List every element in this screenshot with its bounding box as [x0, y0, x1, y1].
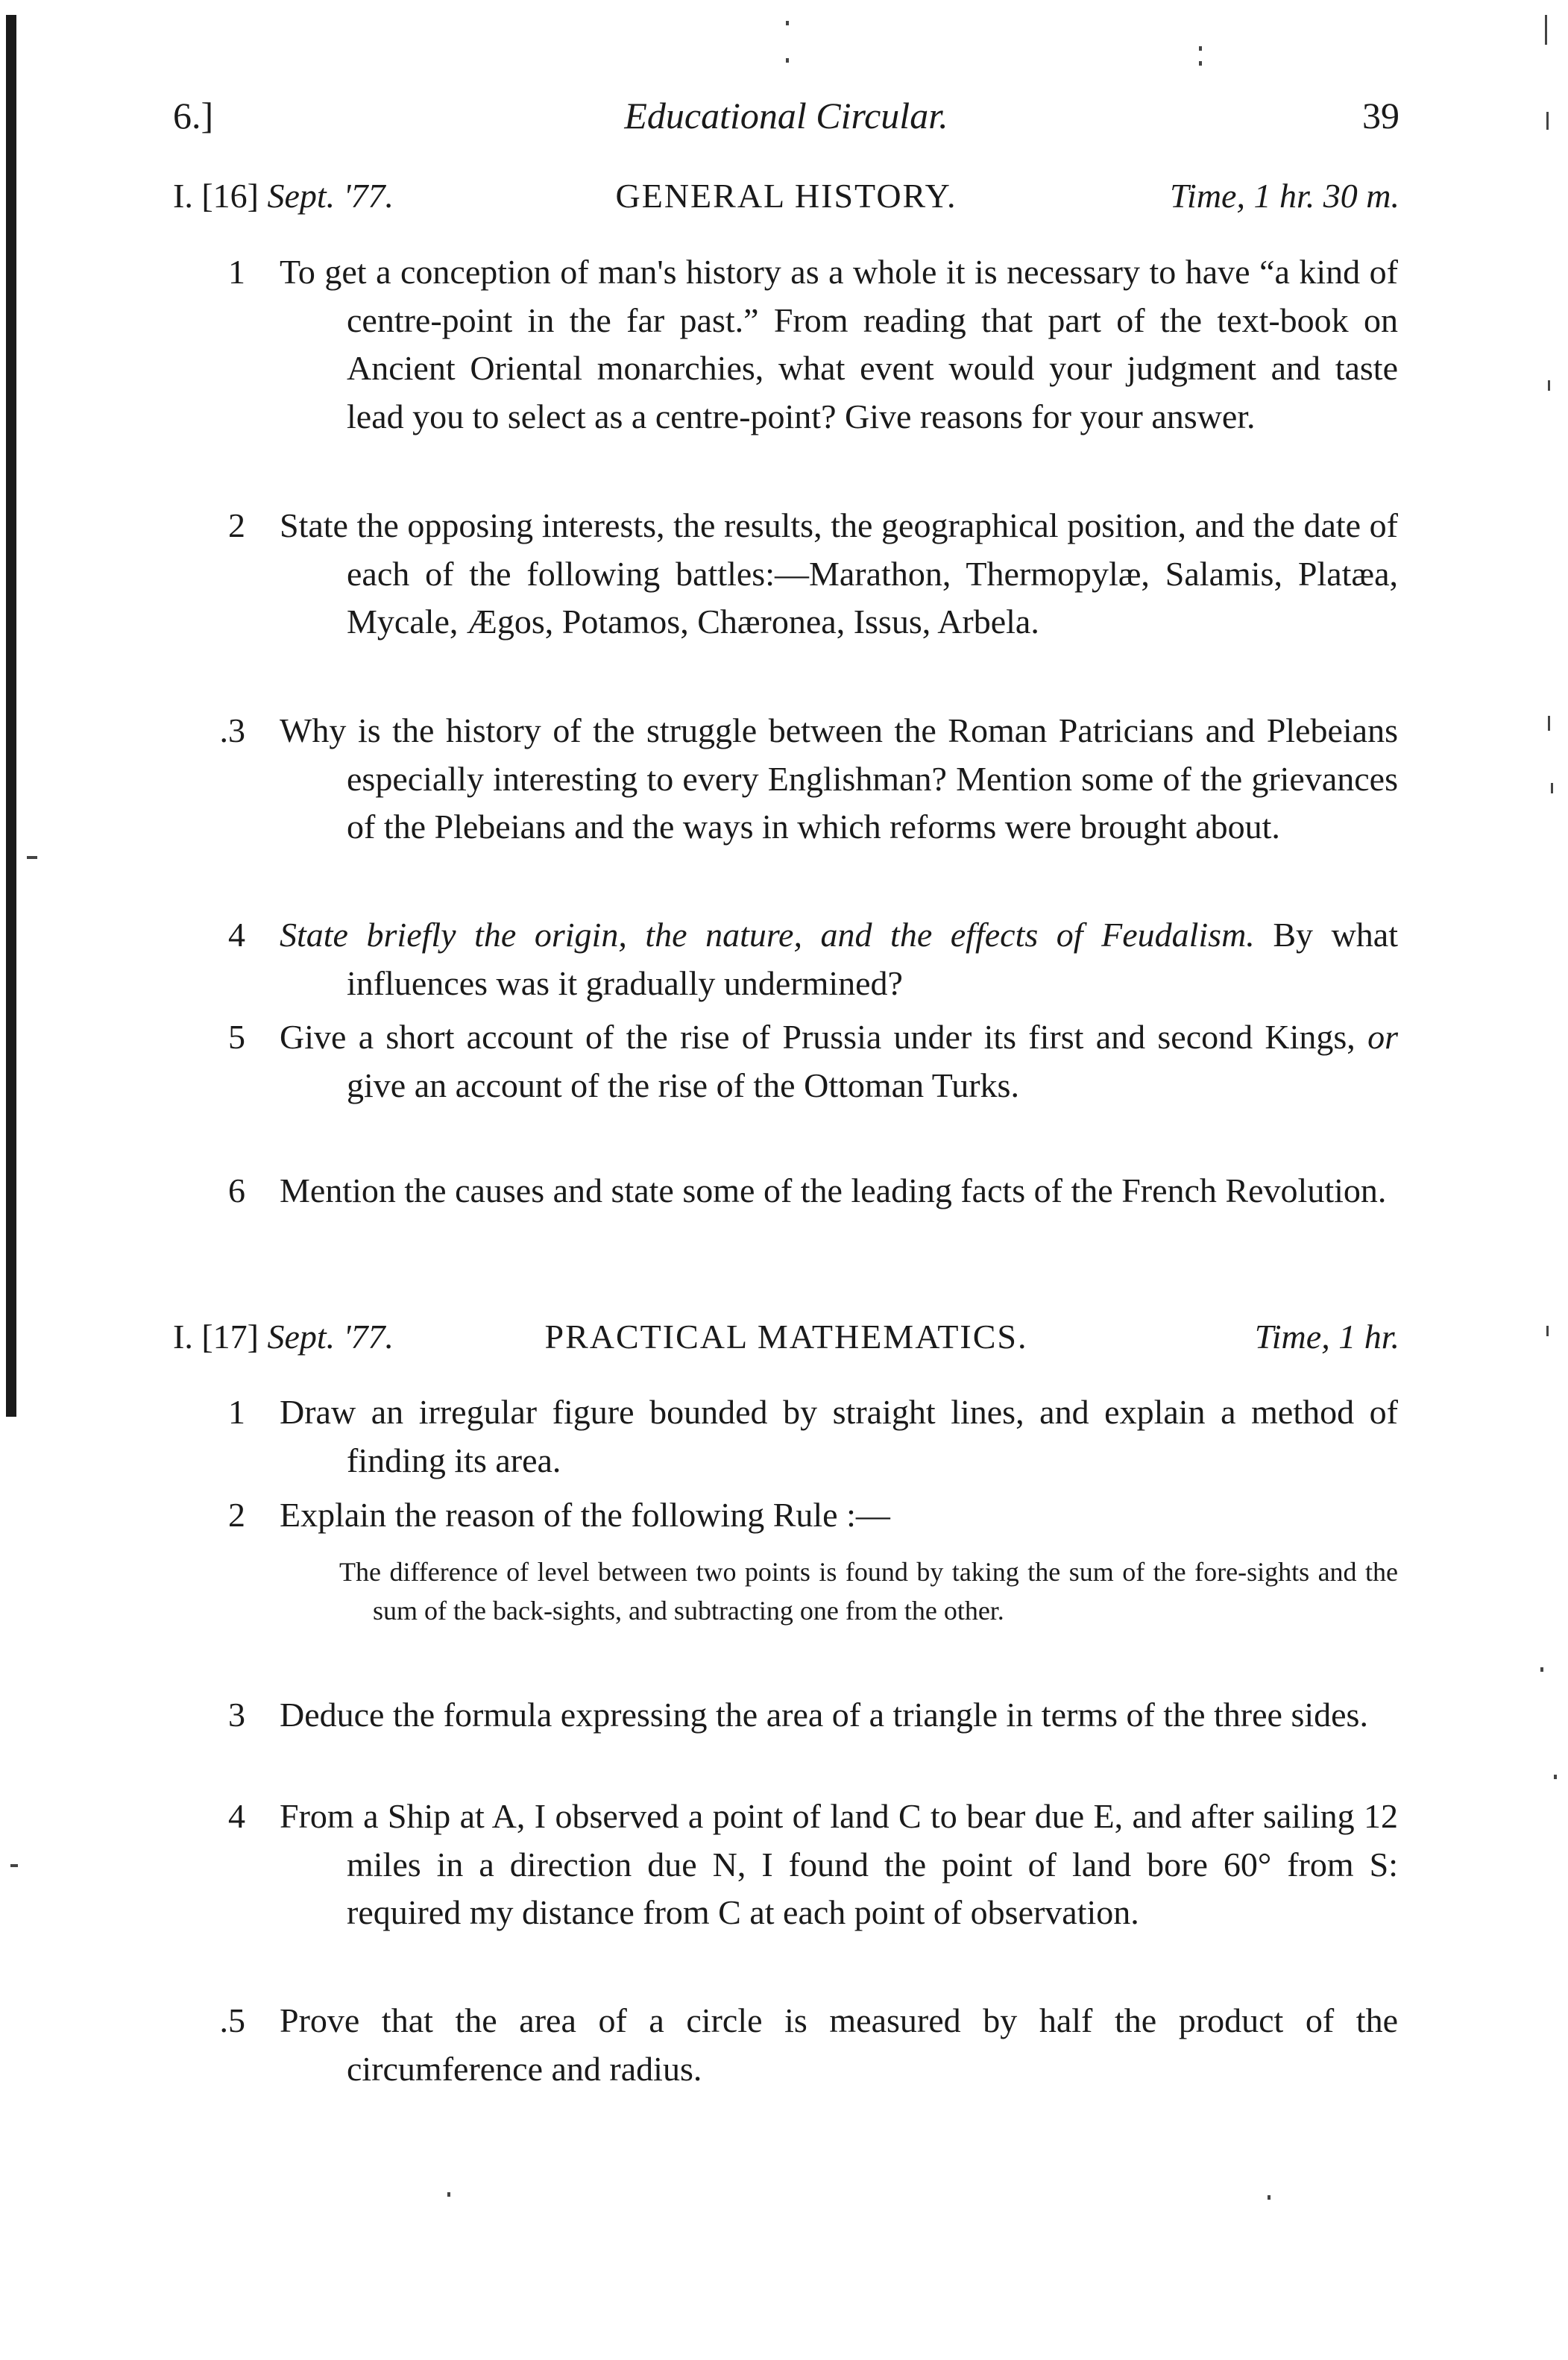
binding-edge — [6, 15, 16, 1417]
question-6 — [228, 1167, 1398, 1215]
question-text-rest: By what influences was it gradually undermined? — [347, 916, 1398, 1002]
question-5 — [219, 1997, 1398, 2093]
question-text-part-b: give an account of the rise of the Ottoman Turks. — [347, 1066, 1019, 1104]
question-number: 3 — [228, 1696, 245, 1734]
section-time: Time, 1 hr. — [1254, 1318, 1399, 1356]
question-number: 2 — [228, 506, 245, 544]
rule-quote — [339, 1552, 1398, 1630]
section-heading-general-history — [173, 170, 1399, 222]
question-text-or: or — [1367, 1018, 1398, 1056]
scan-speck — [1554, 1775, 1557, 1779]
scan-speck — [1540, 1667, 1543, 1672]
rule-quote-text: The difference of level between two points is found by taking the sum of the fore-sights and the sum of the back-sights, and subtracting one from the other. — [339, 1557, 1398, 1626]
page-number: 39 — [1362, 95, 1399, 136]
scan-speck — [1548, 716, 1550, 731]
scan-speck — [1548, 380, 1550, 391]
question-text — [280, 1013, 1398, 1110]
question-number: .3 — [219, 711, 245, 749]
question-number: 5 — [228, 1018, 245, 1056]
question-4 — [228, 1793, 1398, 1937]
question-text: To get a conception of man's history as a whole it is necessary to have “a kind of centre-point in the far past.” From reading that part of the text-book on Ancient Oriental monarchies, what event would your judgment and taste lead you to select as a centre-point? Give reasons for your answer. — [280, 253, 1398, 435]
scan-speck — [786, 58, 789, 63]
scan-speck — [1268, 2195, 1271, 2200]
scan-speck — [786, 21, 789, 25]
scan-speck — [1545, 15, 1547, 45]
question-number: 1 — [228, 1393, 245, 1431]
question-1 — [228, 1388, 1398, 1485]
section-time: Time, 1 hr. 30 m. — [1170, 177, 1399, 215]
question-number: .5 — [219, 2001, 245, 2039]
section-title: GENERAL HISTORY. — [615, 177, 957, 215]
question-3 — [219, 707, 1398, 852]
question-number: 6 — [228, 1171, 245, 1209]
question-4 — [228, 911, 1398, 1007]
question-text: Explain the reason of the following Rule :— — [280, 1496, 890, 1534]
question-2 — [228, 1491, 1398, 1540]
question-text: Mention the causes and state some of the leading facts of the French Revolution. — [280, 1171, 1387, 1209]
scan-speck — [1199, 61, 1202, 66]
question-number: 4 — [228, 1797, 245, 1835]
question-number: 2 — [228, 1496, 245, 1534]
question-text: Deduce the formula expressing the area of a triangle in terms of the three sides. — [280, 1696, 1368, 1734]
question-text: Why is the history of the struggle between the Roman Patricians and Plebeians especially interesting to every Englishman? Mention some of the grievances of the Plebeians and the ways in which reforms were brought about. — [280, 711, 1398, 846]
scan-speck — [1551, 783, 1553, 793]
scan-speck — [1199, 46, 1202, 51]
question-3 — [228, 1691, 1398, 1740]
question-text: State the opposing interests, the results, the geographical position, and the date of each of the following battles:—Marathon, Thermopylæ, Salamis, Platæa, Mycale, Ægos, Potamos, Chæronea, Issus, Arbela. — [280, 506, 1398, 641]
section-date: Sept. '77. — [267, 1318, 394, 1356]
section-title: PRACTICAL MATHEMATICS. — [544, 1318, 1028, 1356]
question-text: Prove that the area of a circle is measured by half the product of the circumference and radius. — [280, 2001, 1398, 2088]
section-code-number: I. [17] — [173, 1318, 259, 1356]
question-number: 1 — [228, 253, 245, 291]
scan-speck — [447, 2192, 450, 2197]
running-head-section: 6.] — [173, 95, 214, 136]
question-1 — [228, 248, 1398, 441]
scan-speck — [1546, 1326, 1549, 1336]
question-5 — [228, 1013, 1398, 1110]
running-head-title: Educational Circular. — [624, 95, 948, 136]
question-text-part-a: Give a short account of the rise of Prussia under its first and second Kings, — [280, 1018, 1356, 1056]
section-date: Sept. '77. — [267, 177, 394, 215]
section-heading-practical-mathematics — [173, 1311, 1399, 1363]
scan-speck — [10, 1864, 18, 1867]
question-number: 4 — [228, 916, 245, 954]
section-code-number: I. [16] — [173, 177, 259, 215]
question-text: From a Ship at A, I observed a point of land C to bear due E, and after sailing 12 miles in a direction due N, I found the point of land bore 60° from S: required my distance from C at each point of observation. — [280, 1797, 1398, 1931]
question-text: Draw an irregular figure bounded by straight lines, and explain a method of finding its area. — [280, 1393, 1398, 1479]
question-2 — [228, 502, 1398, 646]
question-text — [280, 911, 1398, 1007]
question-text-italic: State briefly the origin, the nature, and the effects of Feudalism. — [280, 916, 1255, 954]
scan-speck — [1546, 112, 1549, 130]
running-head — [173, 89, 1399, 142]
scan-speck — [27, 856, 37, 859]
